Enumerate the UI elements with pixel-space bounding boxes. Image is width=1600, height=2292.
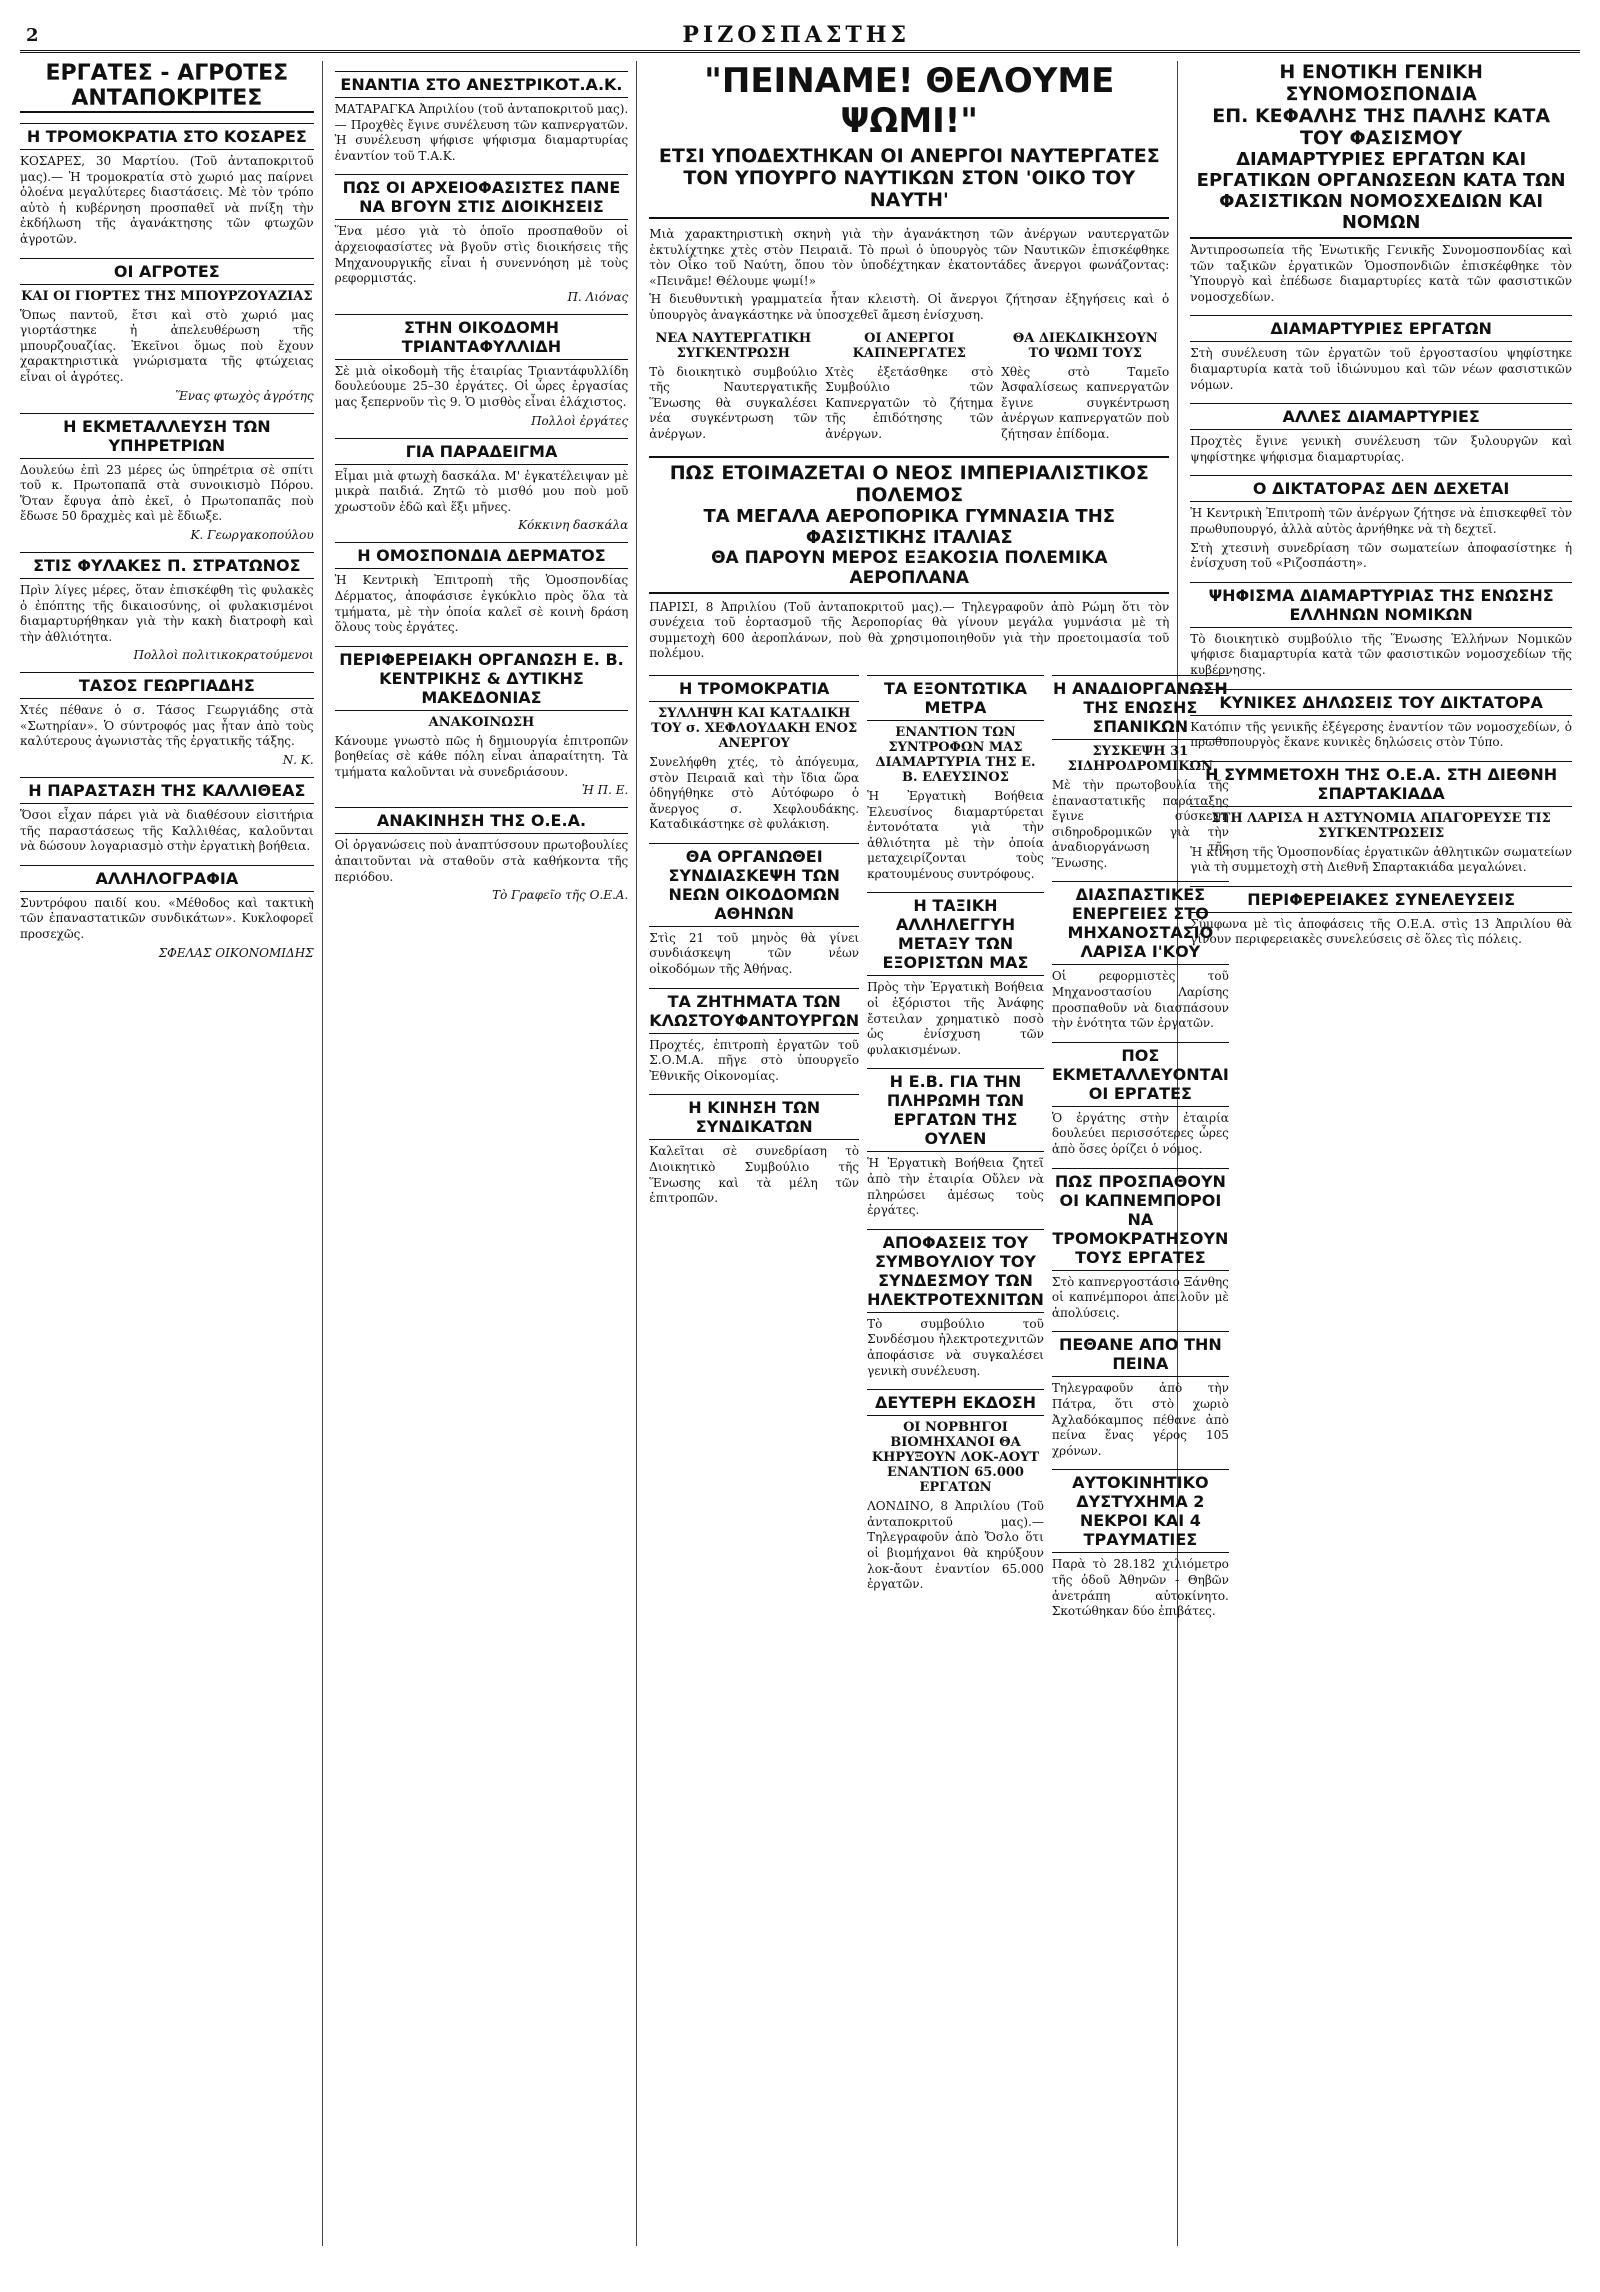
article-text: Συνελήφθη χτές, τὸ ἀπόγευμα, στὸν Πειραιᾶ καὶ τὴν ἴδια ὥρα ὁδηγήθηκε στὸ Αὐτόφωρο ὁ ἄνεργος σ. Χεφλουδάκης. Καταδικάστηκε σὲ φυλάκιση. xyxy=(649,754,860,832)
article-text: Τὸ συμβούλιο τοῦ Συνδέσμου ἠλεκτροτεχνιτῶν ἀποφάσισε νὰ συγκαλέσει γενικὴ συνέλευση. xyxy=(867,1316,1044,1378)
paper-name: ΡΙΖΟΣΠΑΣΤΗΣ xyxy=(682,22,911,48)
section-heading: ΕΡΓΑΤΕΣ - ΑΓΡΟΤΕΣ ΑΝΤΑΠΟΚΡΙΤΕΣ xyxy=(20,61,314,113)
lead-headline: "ΠΕΙΝΑΜΕ! ΘΕΛΟΥΜΕ ΨΩΜΙ!" xyxy=(704,61,1115,141)
article-title: ΨΗΦΙΣΜΑ ΔΙΑΜΑΡΤΥΡΙΑΣ ΤΗΣ ΕΝΩΣΗΣ ΕΛΛΗΝΩΝ ΝΟΜΙΚΩΝ xyxy=(1190,582,1572,628)
lower-column-b xyxy=(867,665,1044,1623)
article-text: Παρὰ τὸ 28.182 χιλιόμετρο τῆς ὁδοῦ Ἀθηνῶν - Θηβῶν ἀνετράπη αὐτοκίνητο. Σκοτώθηκαν δύο ἐπιβάτες. xyxy=(1051,1557,1229,1619)
columns xyxy=(20,61,1580,2246)
war-banner xyxy=(649,456,1169,594)
box-title: ΘΑ ΔΙΕΚΔΙΚΗΣΟΥΝ ΤΟ ΨΩΜΙ ΤΟΥΣ xyxy=(1012,330,1158,361)
article-signature: Πολλοὶ πολιτικοκρατούμενοι xyxy=(133,648,314,663)
article-title: ΕΝΑΝΤΙΑ ΣΤΟ ΑΝΕΣΤΡΙΚΟΤ.Α.Κ. xyxy=(335,71,629,98)
article-text: Πρὸς τὴν Ἐργατικὴ Βοήθεια οἱ ἐξόριστοι τῆς Ἀνάφης ἔστειλαν χρηματικὸ ποσὸ ὡς ἐνίσχυση τῶν φυλακισμένων. xyxy=(867,980,1044,1057)
article-title: ΟΙ ΑΓΡΟΤΕΣ xyxy=(20,258,314,285)
article-subtitle: ΑΝΑΚΟΙΝΩΣΗ xyxy=(428,714,535,730)
article-subtitle: ΕΝΑΝΤΙΟΝ ΤΩΝ ΣΥΝΤΡΟΦΩΝ ΜΑΣ ΔΙΑΜΑΡΤΥΡΙΑ ΤΗΣ Ε. Β. ΕΛΕΥΣΙΝΟΣ xyxy=(875,724,1036,785)
article-text: ΚΟΣΑΡΕΣ, 30 Μαρτίου. (Τοῦ ἀνταποκριτοῦ μας).— Ἡ τρομοκρατία στὸ χωριό μας παίρνει ὁλοένα μεγαλύτερες διαστάσεις. Μὲ τὸν τρόπο αὐτὸ ἡ κυβέρνηση προσπαθεῖ νὰ πνίξη τὴν ἐκδήλωση τῆς ἀγανάκτησης τῶν φτωχῶν ἀγροτῶν. xyxy=(20,154,314,246)
article-text: Ἀντιπροσωπεία τῆς Ἑνωτικῆς Γενικῆς Συνομοσπονδίας καὶ τῶν ταξικῶν ἐργατικῶν Ὁμοσπονδιῶν ἐπισκέφθηκε τὸν Ὑπουργὸ καὶ ἐπέδωσε διαμαρτυρίες κατὰ τῶν φασιστικῶν νομοσχεδίων. xyxy=(1190,243,1573,304)
article-text: ΜΑΤΑΡΑΓΚΑ Ἀπριλίου (τοῦ ἀνταποκριτοῦ μας).— Προχθὲς ἔγινε συνέλευση τῶν καπνεργατῶν. Ἡ συνέλευση ψήφισε ψήφισμα διαμαρτυρίας ἐναντίον τοῦ Τ.Α.Κ. xyxy=(334,102,629,163)
article-text: ΛΟΝΔΙΝΟ, 8 Ἀπριλίου (Τοῦ ἀνταποκριτοῦ μας).— Τηλεγραφοῦν ἀπὸ Ὄσλο ὅτι οἱ βιομήχανοι θὰ κηρύξουν λοκ-ἄουτ ἐναντίον 65.000 ἐργατῶν. xyxy=(867,1499,1044,1592)
article-signature: Κ. Γεωργακοπούλου xyxy=(190,527,314,542)
article-text: Ὁ ἐργάτης στὴν ἐταιρία δουλεύει περισσότερες ὧρες ἀπὸ ὅσες ὁρίζει ὁ νόμος. xyxy=(1051,1110,1229,1157)
article-title: ΠΕΘΑΝΕ ΑΠΟ ΤΗΝ ΠΕΙΝΑ xyxy=(1052,1331,1229,1377)
article-signature: Ν. Κ. xyxy=(282,753,314,768)
article-text: Σύμφωνα μὲ τὶς ἀποφάσεις τῆς Ο.Ε.Α. στὶς 13 Ἀπριλίου θὰ γίνουν περιφερειακὲς συνελεύσεις σὲ ὅλες τὶς πόλεις. xyxy=(1190,916,1573,947)
article-title: Ο ΔΙΚΤΑΤΟΡΑΣ ΔΕΝ ΔΕΧΕΤΑΙ xyxy=(1190,475,1572,502)
lead-box xyxy=(825,327,993,446)
column-4 xyxy=(1190,61,1580,2246)
article-title: Η ΕΚΜΕΤΑΛΛΕΥΣΗ ΤΩΝ ΥΠΗΡΕΤΡΙΩΝ xyxy=(20,413,314,459)
article-text: ΠΑΡΙΣΙ, 8 Ἀπριλίου (Τοῦ ἀνταποκριτοῦ μας).— Τηλεγραφοῦν ἀπὸ Ρώμη ὅτι τὸν συνέχεια τοῦ ἑορτασμοῦ τῆς Ἀεροπορίας θὰ γίνουν μεγάλα γυμνάσια μὲ τὴ συμμετοχὴ 600 ἀεροπλάνων, ποὺ θὰ χρησιμοποιηθοῦν γιὰ τὴν προετοιμασία τοῦ πολέμου. xyxy=(649,599,1170,661)
article-title: Η Ε.Β. ΓΙΑ ΤΗΝ ΠΛΗΡΩΜΗ ΤΩΝ ΕΡΓΑΤΩΝ ΤΗΣ ΟΥΛΕΝ xyxy=(867,1068,1044,1152)
article-text: Τὸ διοικητικὸ συμβούλιο τῆς Ἕνωσης Ἑλλήνων Νομικῶν ψήφισε διαμαρτυρία κατὰ τῶν φασιστικῶν νομοσχεδίων τῆς κυβέρνησης. xyxy=(1190,631,1573,677)
article-signature: Π. Λιόνας xyxy=(567,289,629,304)
newspaper-page xyxy=(20,20,1580,2252)
article-text: Εἶμαι μιὰ φτωχὴ δασκάλα. Μ' ἐγκατέλειψαν μὲ μικρὰ παιδιά. Ζητῶ τὸ μισθό μου ποὺ μοῦ χρωστοῦν ἐδῶ καὶ ἕξι μῆνες. xyxy=(334,468,629,514)
article-text: Οἱ ρεφορμιστὲς τοῦ Μηχανοστασίου Λαρίσης προσπαθοῦν νὰ διασπάσουν τὴν ἑνότητα τῶν ἐργατῶν. xyxy=(1051,969,1229,1031)
box-text: Τὸ διοικητικὸ συμβούλιο τῆς Ναυτεργατικῆς Ἕνωσης θὰ συγκαλέσει νέα συγκέντρωση τῶν ἀνέργων. xyxy=(649,364,818,441)
article-title: Η ΚΙΝΗΣΗ ΤΩΝ ΣΥΝΔΙΚΑΤΩΝ xyxy=(649,1094,859,1140)
article-title: ΣΤΙΣ ΦΥΛΑΚΕΣ Π. ΣΤΡΑΤΩΝΟΣ xyxy=(20,552,314,579)
article-text: Ὅπως παντοῦ, ἔτσι καὶ στὸ χωριό μας γιορτάστηκε ἡ ἀπελευθέρωση τῆς μπουρζουαζίας. Ἐκεῖνοι ὅμως ποὺ ἔχουν χαρακτηριστικὰ γνώρισματα τῆς φτώχειας εἶναι οἱ ἀγρότες. xyxy=(20,307,314,384)
article-title: ΚΥΝΙΚΕΣ ΔΗΛΩΣΕΙΣ ΤΟΥ ΔΙΚΤΑΤΟΡΑ xyxy=(1190,689,1572,716)
lower-articles xyxy=(649,665,1229,1623)
article-signature: Τὸ Γραφεῖο τῆς Ο.Ε.Α. xyxy=(492,888,629,903)
article-text: Στὴ χτεσινὴ συνεδρίαση τῶν σωματείων ἀποφασίστηκε ἡ ἐνίσχυση τοῦ «Ριζοσπάστη». xyxy=(1190,540,1573,571)
article-title: ΔΙΑΜΑΡΤΥΡΙΕΣ ΕΡΓΑΤΩΝ xyxy=(1190,315,1572,342)
banner-line-3: ΘΑ ΠΑΡΟΥΝ ΜΕΡΟΣ ΕΞΑΚΟΣΙΑ ΠΟΛΕΜΙΚΑ ΑΕΡΟΠΛΑΝΑ xyxy=(711,547,1108,588)
article-title: ΑΠΟΦΑΣΕΙΣ ΤΟΥ ΣΥΜΒΟΥΛΙΟΥ ΤΟΥ ΣΥΝΔΕΣΜΟΥ ΤΩΝ ΗΛΕΚΤΡΟΤΕΧΝΙΤΩΝ xyxy=(867,1229,1044,1313)
article-text: Στὶς 21 τοῦ μηνὸς θὰ γίνει συνδιάσκεψη τῶν νέων οἰκοδόμων τῆς Ἀθήνας. xyxy=(649,930,860,977)
article-text: Καλεῖται σὲ συνεδρίαση τὸ Διοικητικὸ Συμβούλιο τῆς Ἕνωσης καὶ τὰ μέλη τῶν ἐπιτροπῶν. xyxy=(649,1144,860,1206)
column-4-headline xyxy=(1190,61,1572,239)
article-title: ΑΛΛΗΛΟΓΡΑΦΙΑ xyxy=(20,865,314,892)
article-signature: Πολλοὶ ἐργάτες xyxy=(531,413,629,428)
box-text: Χθὲς στὸ Ταμεῖο Ἀσφαλίσεως καπνεργατῶν ἔγινε συγκέντρωση ἀνέργων καπνεργατῶν ποὺ ζήτησαν ἐπίδομα. xyxy=(1001,364,1170,441)
article-subtitle: ΚΑΙ ΟΙ ΓΙΟΡΤΕΣ ΤΗΣ ΜΠΟΥΡΖΟΥΑΖΙΑΣ xyxy=(21,288,313,304)
article-title: Η ΑΝΑΔΙΟΡΓΑΝΩΣΗ ΤΗΣ ΕΝΩΣΗΣ ΣΠΑΝΙΚΩΝ xyxy=(1052,675,1229,740)
article-text: Στὸ καπνεργοστάσιο Ξάνθης οἱ καπνέμποροι ἀπειλοῦν μὲ ἀπολύσεις. xyxy=(1051,1274,1229,1320)
article-title: ΠΩΣ ΟΙ ΑΡΧΕΙΟΦΑΣΙΣΤΕΣ ΠΑΝΕ ΝΑ ΒΓΟΥΝ ΣΤΙΣ ΔΙΟΙΚΗΣΕΙΣ xyxy=(335,174,629,220)
article-title: ΠΩΣ ΠΡΟΣΠΑΘΟΥΝ ΟΙ ΚΑΠΝΕΜΠΟΡΟΙ ΝΑ ΤΡΟΜΟΚΡΑΤΗΣΟΥΝ ΤΟΥΣ ΕΡΓΑΤΕΣ xyxy=(1052,1168,1229,1271)
box-title: ΝΕΑ ΝΑΥΤΕΡΓΑΤΙΚΗ ΣΥΓΚΕΝΤΡΩΣΗ xyxy=(655,330,812,361)
article-text: Ἡ Κεντρικὴ Ἐπιτροπὴ τῆς Ὁμοσπονδίας Δέρματος, ἀποφάσισε ἐγκύκλιο πρὸς ὅλα τὰ τμήματα, μὲ τὴν ὁποία καλεῖ σὲ κοινὴ δράση ὅλους τοὺς ἐργάτες. xyxy=(334,573,629,635)
lead-box xyxy=(649,327,817,446)
box-title: ΟΙ ΑΝΕΡΓΟΙ ΚΑΠΝΕΡΓΑΤΕΣ xyxy=(852,330,966,361)
article-title: ΣΤΗΝ ΟΙΚΟΔΟΜΗ ΤΡΙΑΝΤΑΦΥΛΛΙΔΗ xyxy=(335,314,629,360)
article-text: Συντρόφου παιδί κου. «Μέθοδος καὶ τακτικὴ τῶν ἐπαναστατικῶν συνδικάτων». Κυκλοφορεῖ προσεχῶς. xyxy=(20,895,314,942)
article-subtitle: ΟΙ ΝΟΡΒΗΓΟΙ ΒΙΟΜΗΧΑΝΟΙ ΘΑ ΚΗΡΥΞΟΥΝ ΛΟΚ-ΑΟΥΤ ΕΝΑΝΤΙΟΝ 65.000 ΕΡΓΑΤΩΝ xyxy=(871,1420,1040,1496)
article-title: ΠΕΡΙΦΕΡΕΙΑΚΗ ΟΡΓΑΝΩΣΗ Ε. Β. ΚΕΝΤΡΙΚΗΣ & ΔΥΤΙΚΗΣ ΜΑΚΕΔΟΝΙΑΣ xyxy=(335,646,629,711)
article-title: Η ΟΜΟΣΠΟΝΔΙΑ ΔΕΡΜΑΤΟΣ xyxy=(335,542,629,569)
article-title: Η ΤΑΞΙΚΗ ΑΛΛΗΛΕΓΓΥΗ ΜΕΤΑΞΥ ΤΩΝ ΕΞΟΡΙΣΤΩΝ ΜΑΣ xyxy=(867,892,1044,976)
article-title: ΤΑ ΕΞΟΝΤΩΤΙΚΑ ΜΕΤΡΑ xyxy=(867,675,1044,721)
article-text: Πρὶν λίγες μέρες, ὅταν ἐπισκέφθη τὶς φυλακὲς ὁ ἐπόπτης τῆς δικαιοσύνης, οἱ φυλακισμένοι διαμαρτυρήθηκαν γιὰ τὴν κακὴ διατροφὴ καὶ τὴν ἀθλιότητα. xyxy=(20,582,314,644)
lead-box xyxy=(1001,327,1169,446)
article-text: Χτές πέθανε ὁ σ. Τάσος Γεωργιάδης στὰ «Σωτηρίαν». Ὁ σύντροφός μας ἦταν ἀπὸ τοὺς καλύτερους ἀγωνιστὰς τῆς ἐργατικῆς τάξης. xyxy=(20,703,314,749)
box-text: Χτὲς ἐξετάσθηκε στὸ Συμβούλιο τῶν Καπνεργατῶν τὸ ζήτημα τῆς ἐπιδότησης τῶν ἀνέργων. xyxy=(825,364,994,441)
article-text: Ἡ Κεντρικὴ Ἐπιτροπὴ τῶν ἀνέργων ζήτησε νὰ ἐπισκεφθεῖ τὸν πρωθυπουργό, ἀλλὰ αὐτὸς ἀρνήθηκε νὰ τὴ δεχτεῖ. xyxy=(1190,506,1573,536)
article-text: Σὲ μιὰ οἰκοδομὴ τῆς ἑταιρίας Τριαντάφυλλίδη δουλεύουμε 25–30 ἐργάτες. Οἱ ὧρες ἐργασίας μας ξεπερνοῦν τὶς 9. Ὁ μισθὸς εἶναι ἐλάχιστος. xyxy=(334,363,629,409)
article-title: ΔΙΑΣΠΑΣΤΙΚΕΣ ΕΝΕΡΓΕΙΕΣ ΣΤΟ ΜΗΧΑΝΟΣΤΑΣΙΟ ΛΑΡΙΣΑ Ι'ΚΟΥ xyxy=(1052,881,1229,965)
article-text: Ἡ Ἐργατικὴ Βοήθεια ζητεῖ ἀπὸ τὴν ἑταιρία Οὔλεν νὰ πληρώσει ἀμέσως τοὺς ἐργάτες. xyxy=(867,1156,1044,1218)
masthead xyxy=(20,20,1580,53)
article-text: Τηλεγραφοῦν ἀπὸ τὴν Πάτρα, ὅτι στὸ χωριὸ Ἀχλαδόκαμπος πέθανε ἀπὸ πείνα ἕνας γέρος 105 χρόνων. xyxy=(1051,1381,1229,1458)
article-text: Προχτές, ἐπιτροπὴ ἐργατῶν τοῦ Σ.Ο.Μ.Α. πῆγε στὸ ὑπουργεῖο Ἐθνικῆς Οἰκονομίας. xyxy=(649,1037,860,1083)
article-signature: ΣΦΕΛΑΣ ΟΙΚΟΝΟΜΙΔΗΣ xyxy=(158,945,314,960)
article-text: Οἱ ὀργανώσεις ποὺ ἀναπτύσσουν πρωτοβουλίες ἀπαιτοῦνται νὰ σταθοῦν στὰ καθήκοντα τῆς περιόδου. xyxy=(334,838,629,884)
article-title: ΓΙΑ ΠΑΡΑΔΕΙΓΜΑ xyxy=(335,438,629,465)
lead-subheadline: ΕΤΣΙ ΥΠΟΔΕΧΤΗΚΑΝ ΟΙ ΑΝΕΡΓΟΙ ΝΑΥΤΕΡΓΑΤΕΣ ΤΟΝ ΥΠΟΥΡΓΟ ΝΑΥΤΙΚΩΝ ΣΤΟΝ 'ΟΙΚΟ ΤΟΥ ΝΑΥΤΗ' xyxy=(649,145,1169,219)
article-signature: Κόκκινη δασκάλα xyxy=(518,518,629,533)
article-title: ΑΛΛΕΣ ΔΙΑΜΑΡΤΥΡΙΕΣ xyxy=(1190,403,1572,430)
article-title: ΤΑΣΟΣ ΓΕΩΡΓΙΑΔΗΣ xyxy=(20,672,314,699)
banner-line-1: ΠΩΣ ΕΤΟΙΜΑΖΕΤΑΙ Ο ΝΕΟΣ ΙΜΠΕΡΙΑΛΙΣΤΙΚΟΣ ΠΟΛΕΜΟΣ xyxy=(669,461,1149,506)
article-signature: Ἡ Π. Ε. xyxy=(581,783,629,798)
article-title: ΠΟΣ ΕΚΜΕΤΑΛΛΕΥΟΝΤΑΙ ΟΙ ΕΡΓΑΤΕΣ xyxy=(1052,1042,1229,1107)
article-subtitle: ΣΥΣΚΕΨΗ 31 ΣΙΔΗΡΟΔΡΟΜΙΚΩΝ xyxy=(1067,743,1213,774)
column-1 xyxy=(20,61,323,2246)
article-text: Ἡ Ἐργατικὴ Βοήθεια Ἐλευσίνος διαμαρτύρεται ἐντονότατα γιὰ τὴν ἀθλιότητα μὲ τὴν ὁποία μεταχειρίζονται τοὺς κρατουμένους συντρόφους. xyxy=(867,788,1044,881)
article-title: Η ΤΡΟΜΟΚΡΑΤΙΑ ΣΤΟ ΚΟΣΑΡΕΣ xyxy=(20,123,314,150)
article-text: Μὲ τὴν πρωτοβουλία τῆς ἐπαναστατικῆς παράταξης ἔγινε σύσκεψη σιδηροδρομικῶν γιὰ τὴν ἀναδιοργάνωση τῆς Ἕνωσης. xyxy=(1051,777,1229,870)
article-subtitle: ΣΤΗ ΛΑΡΙΣΑ Η ΑΣΤΥΝΟΜΙΑ ΑΠΑΓΟΡΕΥΣΕ ΤΙΣ ΣΥΓΚΕΝΤΡΩΣΕΙΣ xyxy=(1211,810,1551,841)
article-text: Ἡ κίνηση τῆς Ὁμοσπονδίας ἐργατικῶν ἀθλητικῶν σωματείων γιὰ τὴ συμμετοχὴ στὴ Διεθνῆ Σπαρτακιάδα μεγαλώνει. xyxy=(1190,844,1573,875)
article-title: ΑΥΤΟΚΙΝΗΤΙΚΟ ΔΥΣΤΥΧΗΜΑ 2 ΝΕΚΡΟΙ ΚΑΙ 4 ΤΡΑΥΜΑΤΙΕΣ xyxy=(1052,1469,1229,1553)
article-text: Μιὰ χαρακτηριστικὴ σκηνὴ γιὰ τὴν ἀγανάκτηση τῶν ἀνέργων ναυτεργατῶν ἐκτυλίχτηκε χτὲς στὸν Πειραιᾶ. Τὸ πρωὶ ὁ ὑπουργὸς τῶν Ναυτικῶν ἐπισκέφθηκε τὸν Οἶκο τοῦ Ναύτη, ὅπου τὸν ὑποδέχτηκαν ἐκατοντάδες ἄνεργοι φωνάζοντας: «Πεινᾶμε! Θέλουμε ψωμί!» xyxy=(649,227,1170,288)
lead-boxes xyxy=(649,327,1169,446)
article-signature: Ἕνας φτωχὸς ἀγρότης xyxy=(175,388,314,403)
article-title: ΑΝΑΚΙΝΗΣΗ ΤΗΣ Ο.Ε.Α. xyxy=(335,807,629,834)
article-title: Η ΤΡΟΜΟΚΡΑΤΙΑ xyxy=(649,675,859,702)
article-title: Η ΣΥΜΜΕΤΟΧΗ ΤΗΣ Ο.Ε.Α. ΣΤΗ ΔΙΕΘΝΗ ΣΠΑΡΤΑΚΙΑΔΑ xyxy=(1190,761,1572,807)
article-text: Ἡ διευθυντικὴ γραμματεία ἦταν κλειστὴ. Οἱ ἄνεργοι ζήτησαν ἐξηγήσεις καὶ ὁ ὑπουργὸς ἀναγκάστηκε νὰ ὑποσχεθεῖ ἄμεση ἐνίσχυση. xyxy=(649,292,1170,322)
article-title: ΘΑ ΟΡΓΑΝΩΘΕΙ ΣΥΝΔΙΑΣΚΕΨΗ ΤΩΝ ΝΕΩΝ ΟΙΚΟΔΟΜΩΝ ΑΘΗΝΩΝ xyxy=(649,843,859,927)
headline-line-2: ΕΠ. ΚΕΦΑΛΗΣ ΤΗΣ ΠΑΛΗΣ ΚΑΤΑ ΤΟΥ ΦΑΣΙΣΜΟΥ xyxy=(1212,105,1551,149)
article-text: Κάνουμε γνωστὸ πῶς ἡ δημιουργία ἐπιτροπῶν βοηθείας σὲ κάθε πόλη εἶναι ἀπαραίτητη. Τὰ τμήματα καλοῦνται νὰ συνεδριάσουν. xyxy=(334,733,629,779)
article-text: Ὅσοι εἶχαν πάρει γιὰ νὰ διαθέσουν εἰσιτήρια τῆς παραστάσεως τῆς Καλλιθέας, καλοῦνται νὰ δώσουν λογαριασμὸ στὴν ἐργατικὴ βοήθεια. xyxy=(20,808,314,854)
article-text: Ἕνα μέσο γιὰ τὸ ὁποῖο προσπαθοῦν οἱ ἀρχειοφασίστες νὰ βγοῦν στὶς διοικήσεις τῆς Μηχανουργικῆς εἶναι ἡ συνεννόηση μὲ τοὺς ρεφορμιστάς. xyxy=(334,224,629,286)
lower-column-a xyxy=(649,665,859,1623)
column-2 xyxy=(335,61,638,2246)
article-title: ΔΕΥΤΕΡΗ ΕΚΔΟΣΗ xyxy=(867,1389,1044,1416)
article-title: Η ΠΑΡΑΣΤΑΣΗ ΤΗΣ ΚΑΛΛΙΘΕΑΣ xyxy=(20,777,314,804)
article-subtitle: ΣΥΛΛΗΨΗ ΚΑΙ ΚΑΤΑΔΙΚΗ ΤΟΥ σ. ΧΕΦΛΟΥΔΑΚΗ ΕΝΟΣ ΑΝΕΡΓΟΥ xyxy=(651,705,858,751)
article-text: Προχτὲς ἔγινε γενικὴ συνέλευση τῶν ξυλουργῶν καὶ ψηφίστηκε ψήφισμα διαμαρτυρίας. xyxy=(1190,434,1573,464)
banner-line-2: ΤΑ ΜΕΓΑΛΑ ΑΕΡΟΠΟΡΙΚΑ ΓΥΜΝΑΣΙΑ ΤΗΣ ΦΑΣΙΣΤΙΚΗΣ ΙΤΑΛΙΑΣ xyxy=(703,505,1116,548)
article-text: Στὴ συνέλευση τῶν ἐργατῶν τοῦ ἐργοστασίου ψηφίστηκε διαμαρτυρία κατὰ τοῦ ἰδιώνυμου καὶ τῶν νέων φασιστικῶν νόμων. xyxy=(1190,346,1573,392)
article-title: ΠΕΡΙΦΕΡΕΙΑΚΕΣ ΣΥΝΕΛΕΥΣΕΙΣ xyxy=(1190,886,1572,913)
page-number: 2 xyxy=(26,24,39,46)
headline-line-3: ΔΙΑΜΑΡΤΥΡΙΕΣ ΕΡΓΑΤΩΝ ΚΑΙ ΕΡΓΑΤΙΚΩΝ ΟΡΓΑΝΩΣΕΩΝ ΚΑΤΑ ΤΩΝ ΦΑΣΙΣΤΙΚΩΝ ΝΟΜΟΣΧΕΔΙΩΝ ΚΑΙ ΝΟΜΩΝ xyxy=(1196,149,1566,233)
column-3 xyxy=(649,61,1229,2246)
headline-line-1: Η ΕΝΟΤΙΚΗ ΓΕΝΙΚΗ ΣΥΝΟΜΟΣΠΟΝΔΙΑ xyxy=(1279,61,1483,105)
article-text: Δουλεύω ἐπὶ 23 μέρες ὡς ὑπηρέτρια σὲ σπίτι τοῦ κ. Πρωτοπαπᾶ στὰ συνοικισμὸ Πόρου. Ὅταν ἔφυγα ἀπὸ ἐκεῖ, ὁ Πρωτοπαπᾶς ποὺ ἔδωσε 50 δραχμὲς καὶ μὲ ἔδιωξε. xyxy=(20,462,314,524)
article-text: Κατόπιν τῆς γενικῆς ἐξέγερσης ἐναντίον τῶν νομοσχεδίων, ὁ πρωθυπουργὸς ἔκανε κυνικὲς δηλώσεις στὸν Τύπο. xyxy=(1190,719,1573,750)
article-title: ΤΑ ΖΗΤΗΜΑΤΑ ΤΩΝ ΚΛΩΣΤΟΥΦΑΝΤΟΥΡΓΩΝ xyxy=(649,988,859,1034)
